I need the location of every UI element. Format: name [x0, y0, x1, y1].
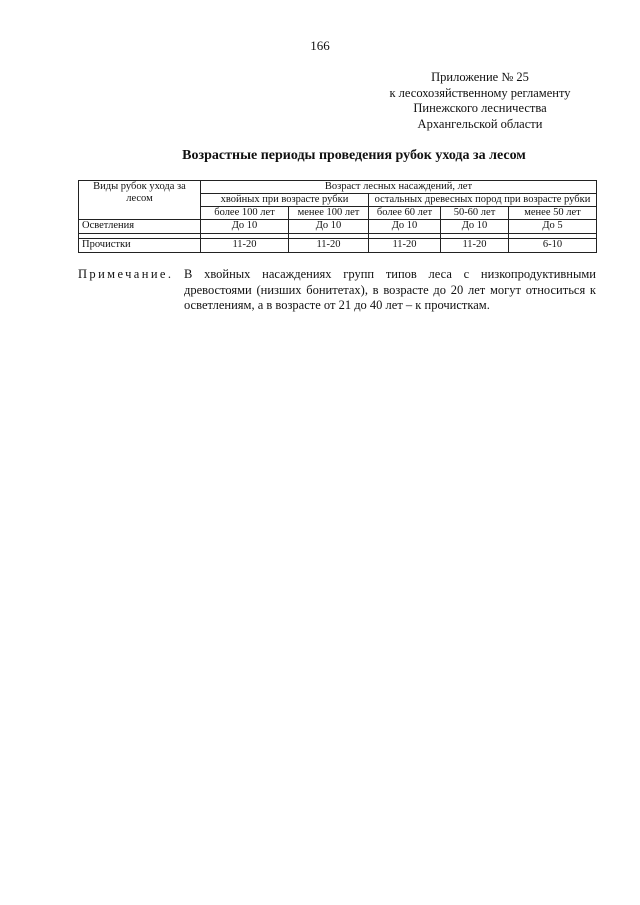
appendix-line: Приложение № 25	[431, 70, 529, 84]
header-thinning-type: Виды рубок ухода за лесом	[79, 181, 201, 220]
header-other-species: остальных древесных пород при возрасте рубки	[369, 194, 597, 207]
header-column: более 60 лет	[369, 207, 441, 220]
row-label: Прочистки	[79, 239, 201, 253]
table-cell: 6-10	[509, 239, 597, 253]
table-cell: До 10	[369, 220, 441, 234]
table-cell: 11-20	[289, 239, 369, 253]
appendix-line: Архангельской области	[417, 116, 543, 131]
table-cell: До 10	[441, 220, 509, 234]
table-cell: 11-20	[441, 239, 509, 253]
header-column: менее 100 лет	[289, 207, 369, 220]
appendix-line: Пинежского лесничества	[413, 101, 547, 115]
header-stand-age: Возраст лесных насаждений, лет	[201, 181, 597, 194]
appendix-line: к лесохозяйственному регламенту	[389, 85, 571, 100]
table-note	[78, 267, 596, 314]
note-label: Примечание.	[78, 267, 174, 281]
header-coniferous: хвойных при возрасте рубки	[201, 194, 369, 207]
appendix-header	[360, 70, 600, 132]
table-row	[79, 239, 597, 253]
table-cell: До 10	[289, 220, 369, 234]
table-cell: До 5	[509, 220, 597, 234]
row-label: Осветления	[79, 220, 201, 234]
table-cell: 11-20	[369, 239, 441, 253]
header-column: 50-60 лет	[441, 207, 509, 220]
table-cell: До 10	[201, 220, 289, 234]
page-number: 166	[310, 38, 330, 53]
header-column: более 100 лет	[201, 207, 289, 220]
header-column: менее 50 лет	[509, 207, 597, 220]
note-text: В хвойных насаждениях групп типов леса с низкопродуктивными древостоями (низших бонитетах), в возрасте до 20 лет могут относиться к осветлениям, а в возрасте от 21 до 40 лет – к прочисткам.	[184, 267, 596, 312]
table-row	[79, 220, 597, 234]
thinning-age-table	[78, 180, 597, 253]
document-title: Возрастные периоды проведения рубок ухода за лесом	[182, 148, 526, 163]
table-cell: 11-20	[201, 239, 289, 253]
